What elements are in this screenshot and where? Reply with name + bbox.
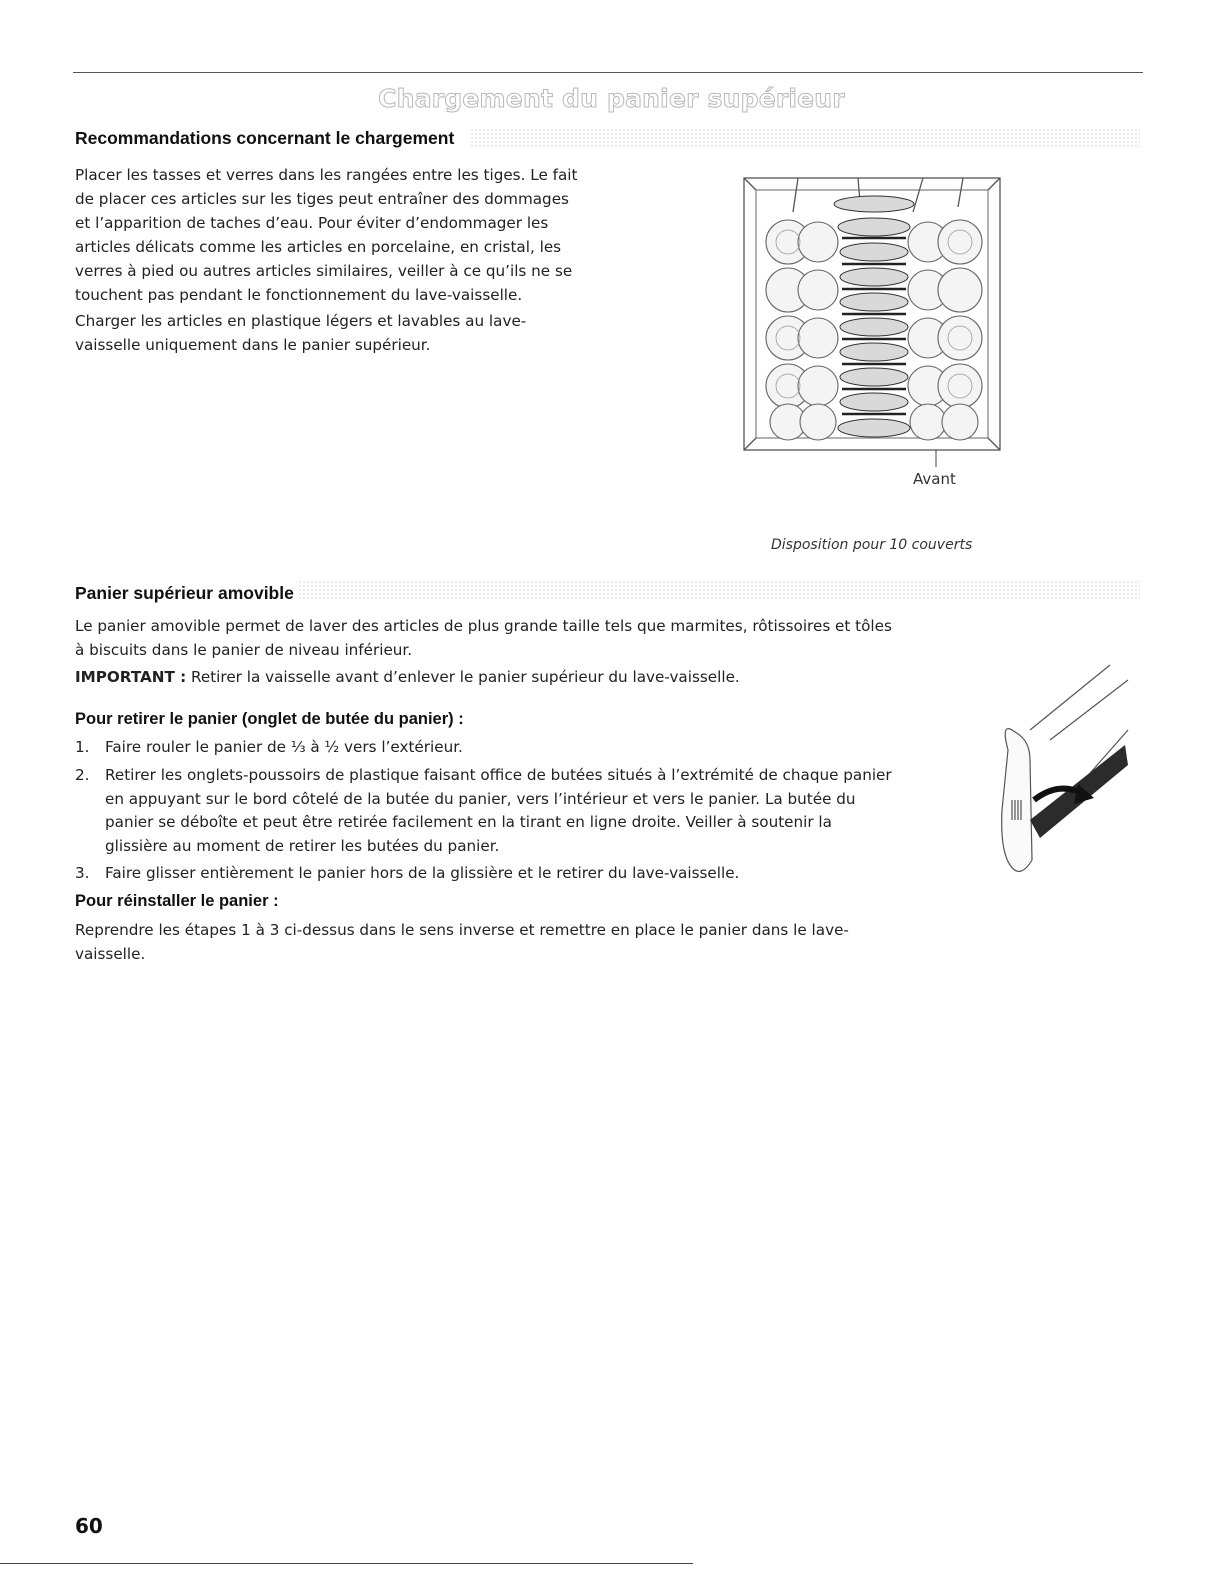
bottom-rule (0, 1563, 693, 1564)
text-line: Retirer les onglets-poussoirs de plastique faisant office de butées situés à l’extrémité de chaque panier (105, 766, 892, 784)
text-line: glissière au moment de retirer les butées du panier. (105, 836, 500, 855)
text-line: Reprendre les étapes 1 à 3 ci-dessus dans le sens inverse et remettre en place le panier dans le lave- (75, 921, 849, 939)
text-line: vaisselle. (75, 945, 146, 963)
text-line: Placer les tasses et verres dans les rangées entre les tiges. Le fait (75, 166, 578, 184)
figure-caption: Disposition pour 10 couverts (771, 537, 973, 553)
text-line: articles délicats comme les articles en porcelaine, en cristal, les (75, 238, 562, 256)
heading-dot-band (298, 580, 1140, 600)
figure-label-avant: Avant (913, 470, 956, 488)
step-number: 1. (75, 738, 90, 756)
text-line: en appuyant sur le bord côtelé de la butée du panier, vers l’intérieur et vers le panier. La butée du (105, 789, 856, 808)
text-line: à biscuits dans le panier de niveau inférieur. (75, 641, 413, 659)
step-text (105, 764, 985, 858)
step-text: Faire glisser entièrement le panier hors de la glissière et le retirer du lave-vaisselle. (105, 864, 740, 882)
text-line: touchent pas pendant le fonctionnement du lave-vaisselle. (75, 286, 523, 304)
section-heading-removable: Panier supérieur amovible (75, 583, 294, 603)
section-heading-loading: Recommandations concernant le chargement (75, 128, 455, 148)
text-line: verres à pied ou autres articles similaires, veiller à ce qu’ils ne se (75, 262, 573, 280)
text-line: panier se déboîte et peut être retirée facilement en la tirant en ligne droite. Veiller à soutenir la (105, 813, 832, 831)
top-rule (73, 72, 1143, 73)
rack-illustration (738, 172, 1008, 467)
text-line: vaisselle uniquement dans le panier supérieur. (75, 336, 431, 354)
text-line: de placer ces articles sur les tiges peut entraîner des dommages (75, 190, 569, 208)
remove-heading: Pour retirer le panier (onglet de butée du panier) : (75, 710, 464, 728)
step-number: 2. (75, 766, 90, 784)
rack-stop-illustration (990, 660, 1130, 890)
step-number: 3. (75, 864, 90, 882)
page-number: 60 (75, 1514, 103, 1538)
important-label: IMPORTANT : (75, 668, 187, 686)
important-note (75, 665, 740, 689)
text-line: Charger les articles en plastique légers et lavables au lave- (75, 312, 527, 330)
step-text: Faire rouler le panier de ⅓ à ½ vers l’extérieur. (105, 738, 463, 756)
heading-dot-band (470, 128, 1140, 148)
important-text: Retirer la vaisselle avant d’enlever le panier supérieur du lave-vaisselle. (186, 668, 740, 686)
page-title: Chargement du panier supérieur (378, 84, 845, 113)
reinstall-heading: Pour réinstaller le panier : (75, 892, 279, 910)
text-line: et l’apparition de taches d’eau. Pour éviter d’endommager les (75, 214, 549, 232)
text-line: Le panier amovible permet de laver des articles de plus grande taille tels que marmites, rôtissoires et tôles (75, 617, 892, 635)
